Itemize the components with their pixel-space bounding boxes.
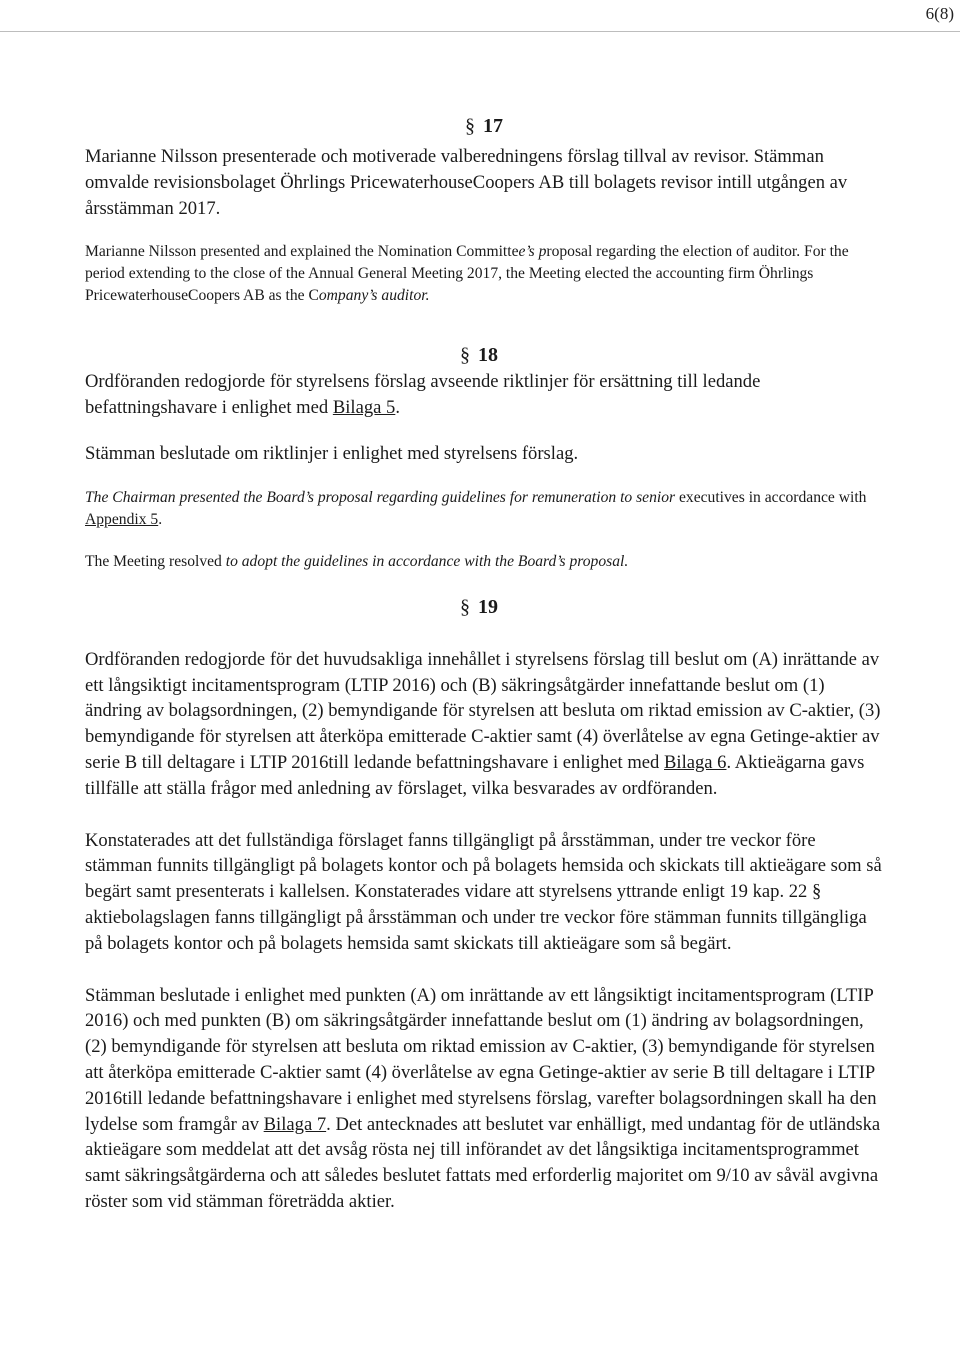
s17-en-italic: ompany’s auditor. [318,287,430,305]
section-heading-19 [85,595,885,619]
s18-en-text: The Meeting resolved [85,552,226,570]
s19-text: . Det antecknades att beslutet var enhälligt, med undantag för de utländska aktieägare som meddelat att det avsåg rösta nej till införandet av det långsiktiga incitamentsprogrammet samt säkringsåtgärderna och att således beslutet fattats med erforderlig majoritet om 9/10 av såväl avgivna röster som vid stämman företrädda aktier. [85,1113,881,1212]
header-rule [0,31,960,32]
section-sign: § [812,881,822,903]
s19-text: aktiebolagslagen fanns tillgängligt på årsstämman och under tre veckor före stämman funnits tillgängliga på bolagets kontor och på bolagets hemsida samt skickats till aktieägare som så begärt. [85,906,867,954]
section-heading-18 [85,343,885,367]
page-number: 6(8) [925,4,954,23]
section-sign: § [460,344,470,367]
s18-swedish-paragraph-2: Stämman beslutade om riktlinjer i enlighet med styrelsens förslag. [85,442,579,464]
section-sign: § [460,595,470,618]
section-number: 17 [483,115,503,137]
s18-sv-text: Ordföranden redogjorde för styrelsens förslag avseende riktlinjer för ersättning till ledande befattningshavare i enlighet med [85,371,761,419]
section-sign: § [465,115,475,137]
s17-en-part: Marianne Nilsson presented and explained the Nomination Committe [85,243,519,261]
s17-en-part: roposal regarding the election of auditor. For the period extending to the close of the Annual General Meeting 2017, the Meeting elected the accounting firm Öhrlings PricewaterhouseCoopers AB as the C [85,243,849,305]
appendix-link-bilaga-6[interactable]: Bilaga 6 [664,751,727,773]
document-body [85,114,885,1215]
appendix-link-bilaga-5[interactable]: Bilaga 5 [332,397,396,419]
s18-english-paragraph-1 [85,487,885,531]
s17-english-paragraph [85,241,885,307]
s19-text: Ordföranden redogjorde för det huvudsakliga innehållet i styrelsens förslag till beslut om (A) inrättande av ett långsiktigt incitamentsprogram (LTIP 2016) och (B) säkringsåtgärder innefattande beslut om (1) ändring av bolagsordningen, (2) bemyndigande för styrelsen att besluta om riktad emission av C-aktier, (3) bemyndigande för styrelsen att återköpa emitterade C-aktier samt (4) överlåtelse av egna Getinge-aktier av serie B till deltagare i LTIP 2016till ledande befattningshavare i enlighet med [85,648,881,773]
appendix-link-bilaga-7[interactable]: Bilaga 7 [263,1113,327,1135]
section-heading-17 [85,114,885,138]
s18-en-italic: to adopt the guidelines in accordance with the Board’s proposal. [225,552,629,570]
s18-en-text: . [158,510,163,528]
s18-english-paragraph-2 [85,551,885,573]
s19-text: Stämman beslutade i enlighet med punkten (A) om inrättande av ett långsiktigt incitamentsprogram (LTIP 2016) och med punkten (B) om säkringsåtgärder innefattande beslut om (1) ändring av bolagsordningen, (2) bemyndigande för styrelsen att besluta om riktad emission av C-aktier, (3) bemyndigande för styrelsen att återköpa emitterade C-aktier samt (4) överlåtelse av egna Getinge-aktier av serie B till deltagare i LTIP 2016till ledande befattningshavare i enlighet med styrelsens förslag, varefter bolagsordningen skall ha den lydelse som framgår av [85,984,877,1135]
s17-en-italic: e’s p [518,243,547,261]
s18-swedish-paragraph-1 [85,369,885,421]
appendix-link-appendix-5[interactable]: Appendix 5 [85,510,159,528]
s18-en-text: executives in accordance with [675,488,867,506]
section-number: 18 [478,344,498,367]
s19-paragraph-1 [85,647,885,802]
s19-text: Konstaterades att det fullständiga förslaget fanns tillgängligt på årsstämman, under tre veckor före stämman funnits tillgängligt på bolagets kontor och på bolagets hemsida och skickats till aktieägare som så begärt samt presenterats i kallelsen. Konstaterades vidare att styrelsens yttrande enligt 19 kap. 22 [85,829,882,903]
s18-en-italic: The Chairman presented the Board’s proposal regarding guidelines for remuneration to senior [85,488,676,506]
s19-text: . Aktieägarna gavs tillfälle att ställa frågor med anledning av förslaget, vilka besvarades av ordföranden. [85,751,865,799]
s18-sv-text: . [395,397,400,419]
s19-paragraph-3 [85,983,885,1215]
section-number: 19 [478,595,498,618]
s19-paragraph-2 [85,828,885,957]
s17-swedish-paragraph: Marianne Nilsson presenterade och motiverade valberedningens förslag tillval av revisor. Stämman omvalde revisionsbolaget Öhrlings PricewaterhouseCoopers AB till bolagets revisor intill utgången av årsstämman 2017. [85,146,848,219]
